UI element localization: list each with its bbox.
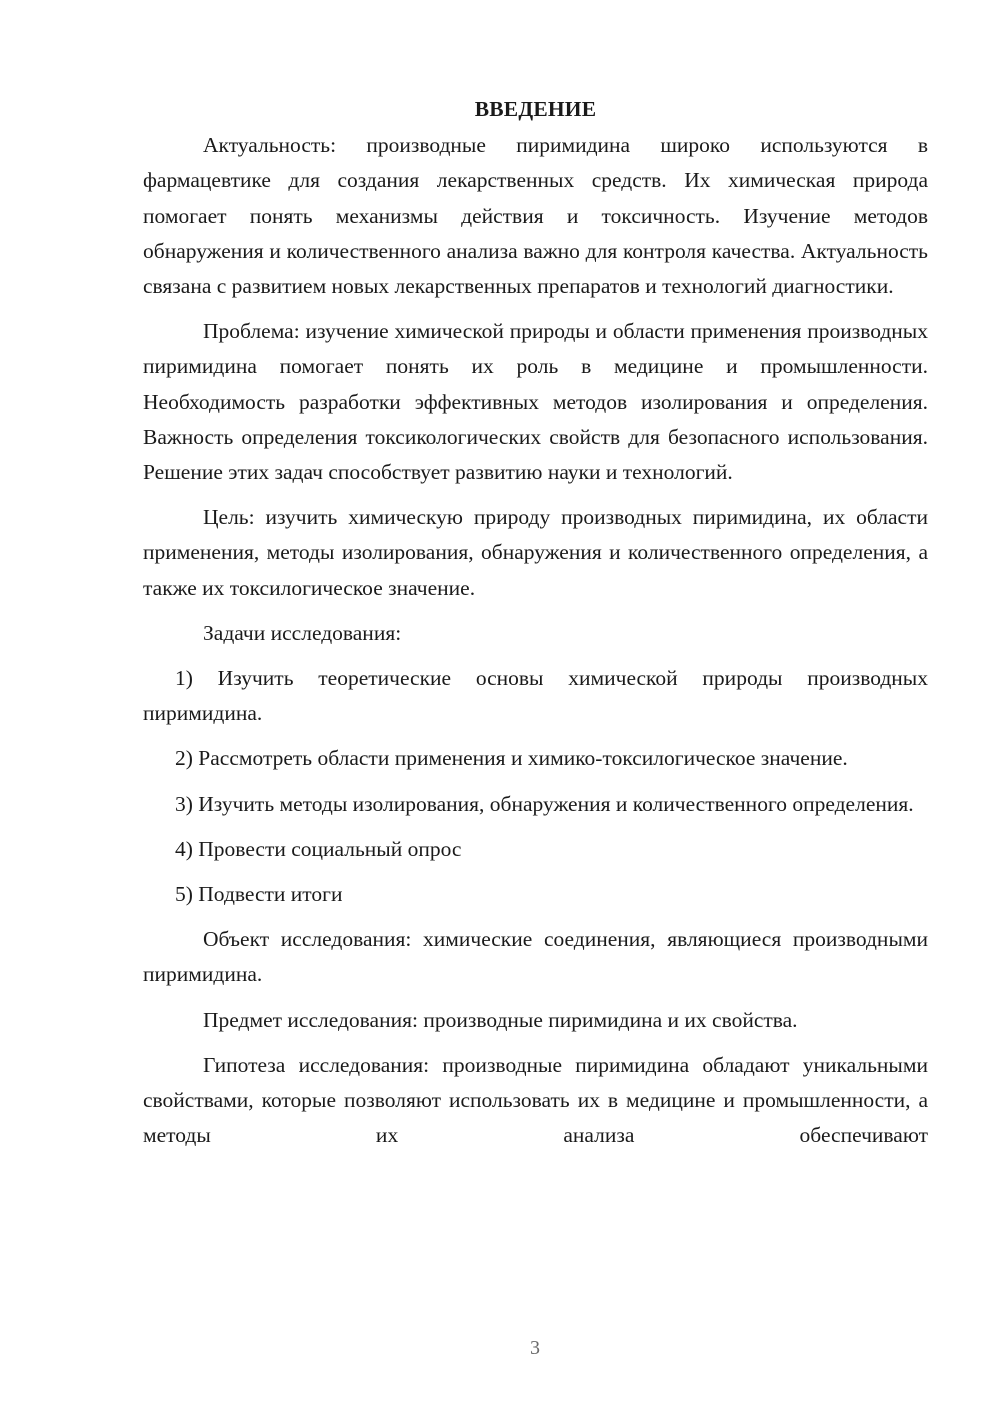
goal-paragraph: Цель: изучить химическую природу производных пиримидина, их области применения, методы изолирования, обнаружения и количественного определения, а также их токсилогическое значение.: [143, 505, 928, 600]
task-item-2: 2) Рассмотреть области применения и химико-токсилогическое значение.: [175, 746, 848, 771]
page-content: [143, 92, 928, 1163]
task-item-1: 1) Изучить теоретические основы химической природы производных пиримидина.: [143, 666, 928, 726]
page-number: 3: [530, 1337, 540, 1359]
object-paragraph: Объект исследования: химические соединения, являющиеся производными пиримидина.: [143, 927, 928, 987]
task-item-5: 5) Подвести итоги: [175, 882, 343, 907]
relevance-paragraph: Актуальность: производные пиримидина широко используются в фармацевтике для создания лекарственных средств. Их химическая природа помогает понять механизмы действия и токсичность. Изучение методов обнаружения и количественного анализа важно для контроля качества. Актуальность связана с развитием новых лекарственных препаратов и технологий диагностики.: [143, 133, 928, 299]
problem-paragraph: Проблема: изучение химической природы и области применения производных пиримидина помогает понять их роль в медицине и промышленности. Необходимость разработки эффективных методов изолирования и определения. Важность определения токсикологических свойств для безопасного использования. Решение этих задач способствует развитию науки и технологий.: [143, 319, 928, 485]
section-heading: ВВЕДЕНИЕ: [474, 97, 597, 121]
hypothesis-paragraph: Гипотеза исследования: производные пиримидина обладают уникальными свойствами, которые позволяют использовать их в медицине и промышленности, а методы их анализа обеспечивают: [143, 1052, 928, 1148]
task-item-4: 4) Провести социальный опрос: [175, 836, 462, 861]
subject-paragraph: Предмет исследования: производные пиримидина и их свойства.: [203, 1007, 798, 1032]
tasks-label: Задачи исследования:: [203, 620, 402, 645]
task-item-3: 3) Изучить методы изолирования, обнаружения и количественного определения.: [175, 791, 914, 816]
